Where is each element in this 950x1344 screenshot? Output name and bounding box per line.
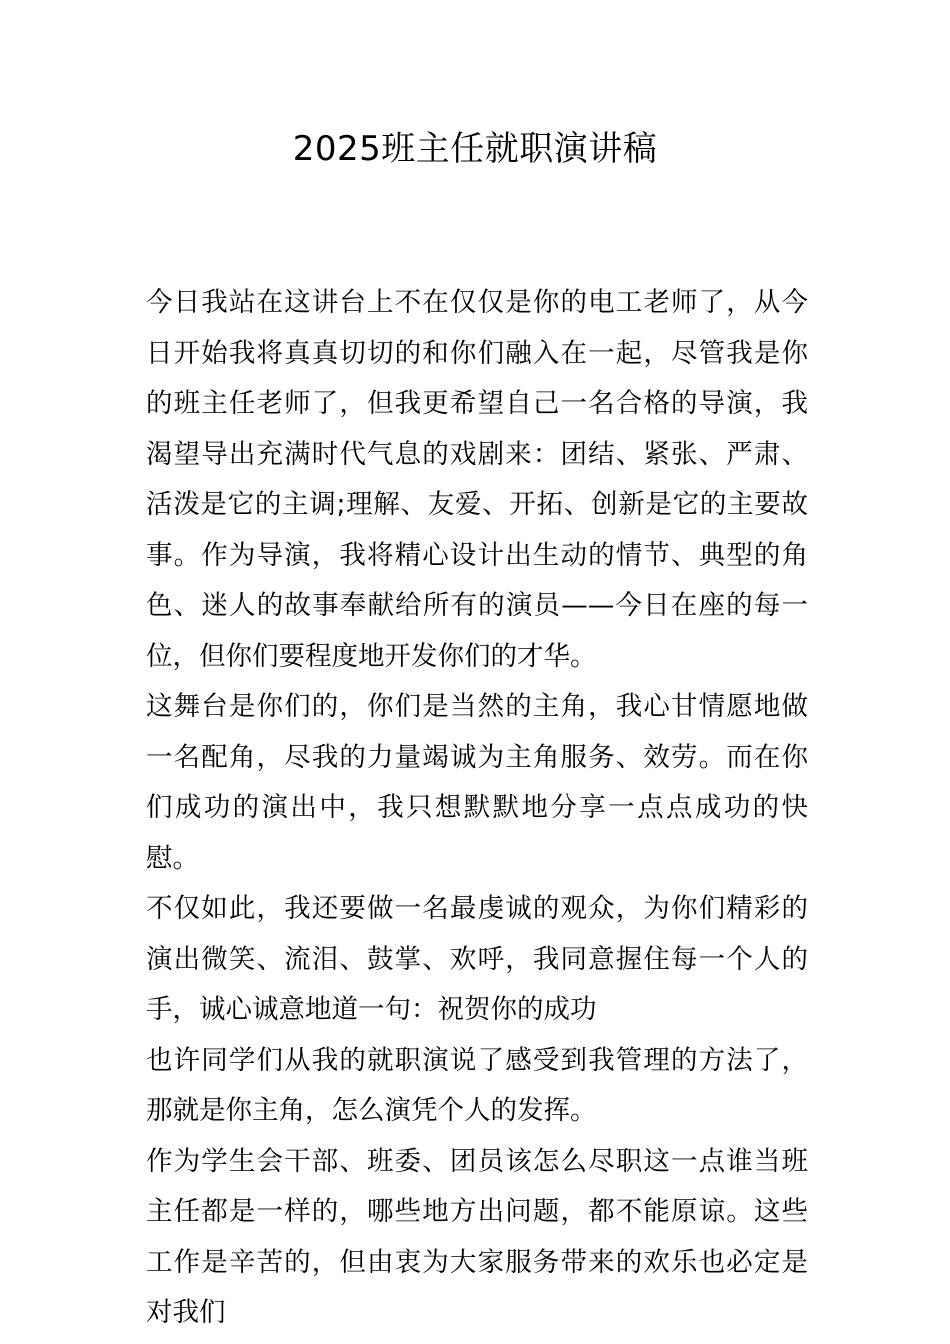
paragraph: 今日我站在这讲台上不在仅仅是你的电工老师了，从今日开始我将真真切切的和你们融入在一起，尽管我是你的班主任老师了，但我更希望自己一名合格的导演，我渴望导出充满时代气息的戏剧来：团结、紧张、严肃、活泼是它的主调;理解、友爱、开拓、创新是它的主要故事。作为导演，我将精心设计出生动的情节、典型的角色、迷人的故事奉献给所有的演员——今日在座的每一位，但你们要程度地开发你们的才华。 <box>146 287 808 672</box>
document-body <box>146 278 808 1339</box>
document-title: 2025班主任就职演讲稿 <box>292 129 658 169</box>
paragraph: 作为学生会干部、班委、团员该怎么尽职这一点谁当班主任都是一样的，哪些地方出问题，都不能原谅。这些工作是辛苦的，但由衷为大家服务带来的欢乐也必定是对我们 <box>146 1145 808 1328</box>
paragraph: 也许同学们从我的就职演说了感受到我管理的方法了，那就是你主角，怎么演凭个人的发挥。 <box>146 1044 808 1126</box>
paragraph: 这舞台是你们的，你们是当然的主角，我心甘情愿地做一名配角，尽我的力量竭诚为主角服务、效劳。而在你们成功的演出中，我只想默默地分享一点点成功的快慰。 <box>146 691 808 874</box>
paragraph: 不仅如此，我还要做一名最虔诚的观众，为你们精彩的演出微笑、流泪、鼓掌、欢呼，我同意握住每一个人的手，诚心诚意地道一句：祝贺你的成功 <box>146 893 808 1025</box>
